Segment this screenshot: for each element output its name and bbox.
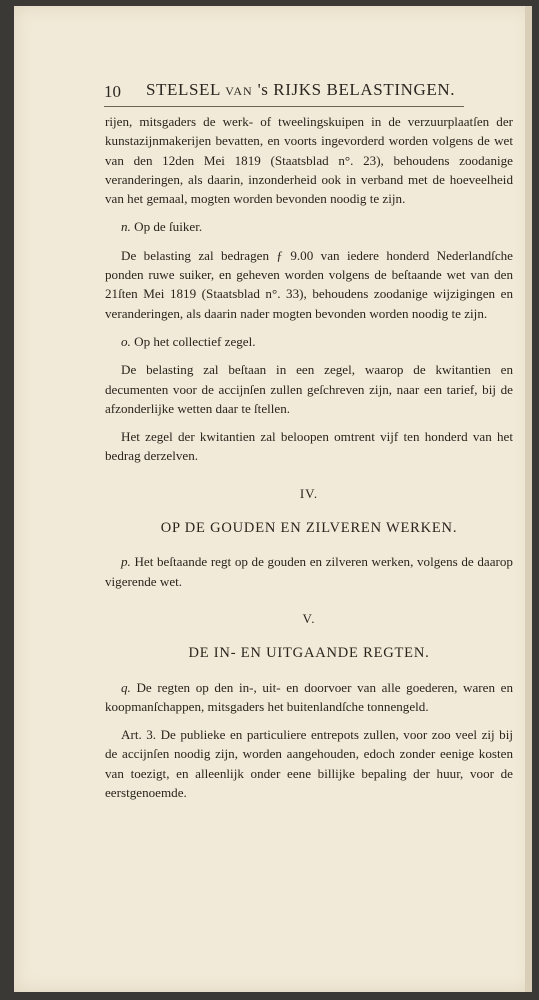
item-q-text: De regten op den in-, uit- en doorvoer van alle goederen, waren en koopmanſchappen, mitsgaders het buitenlandſche tonnengeld. <box>105 679 514 714</box>
section-v-number: V. <box>302 610 316 626</box>
paragraph-1: rijen, mitsgaders de werk- of tweelingskuipen in de verzuurplaatſen der kunstazijnmakerijen bevatten, en voorts ingevorderd worden volgens de wet van den 12den Mei 1819 (Staatsblad n°. 23), behoudens zoodanige veranderingen, als daarin, inzonderheid ook in verband met de hoeveelheid van het gemaal, mogten worden bevonden noodig te zijn. <box>105 114 513 207</box>
item-p-text: Het beſtaande regt op de gouden en zilveren werken, volgens de daarop vigerende wet. <box>105 554 513 589</box>
page-edge <box>525 6 532 992</box>
section-iv-title: OP DE GOUDEN EN ZILVEREN WERKEN. <box>160 520 458 537</box>
item-q <box>105 678 513 717</box>
title-van: VAN <box>225 84 253 98</box>
item-n-title: Op de ſuiker. <box>134 219 203 235</box>
page-body <box>105 112 513 802</box>
running-title <box>146 80 455 100</box>
section-v-title: DE IN- EN UITGAANDE REGTEN. <box>188 645 430 662</box>
paragraph-3: De belasting zal beſtaan in een zegel, waarop de kwitantien en decumenten voor de accijnſen zullen geſchreven zijn, naar een tarief, bij de afzonderlijke wetten daar te ſtellen. <box>105 362 513 416</box>
item-n-label: n. <box>121 219 131 235</box>
page-number: 10 <box>104 82 121 101</box>
paragraph-art-3: Art. 3. De publieke en particuliere entrepots zullen, voor zoo veel zij bij de accijnſen noodig zijn, worden aangehouden, edoch zonder eenige kosten van toezigt, en alleenlijk onder eene billijke bepaling der huur, voor de eerstgenoemde. <box>105 727 513 801</box>
item-o-heading <box>105 332 513 351</box>
item-q-label: q. <box>121 679 131 695</box>
header-rule <box>104 106 464 107</box>
title-part-1: STELSEL <box>146 80 221 99</box>
item-p <box>105 552 513 591</box>
item-o-label: o. <box>121 333 131 349</box>
section-iv-number: IV. <box>299 485 319 501</box>
paragraph-2: De belasting zal bedragen ƒ 9.00 van iedere honderd Nederlandſche ponden ruwe suiker, en geheven worden volgens de beſtaande wet van den 21ſten Mei 1819 (Staatsblad n°. 33), behoudens zoodanige wijzigingen en veranderingen, als daarin nader mogten bevonden worden noodig te zijn. <box>105 247 513 321</box>
title-part-2: 's RIJKS BELASTINGEN. <box>257 80 456 99</box>
item-o-title: Op het collectief zegel. <box>134 333 256 349</box>
item-n-heading <box>105 217 513 236</box>
paragraph-4: Het zegel der kwitantien zal beloopen omtrent vijf ten honderd van het bedrag derzelven. <box>105 429 513 464</box>
item-p-label: p. <box>121 554 131 570</box>
